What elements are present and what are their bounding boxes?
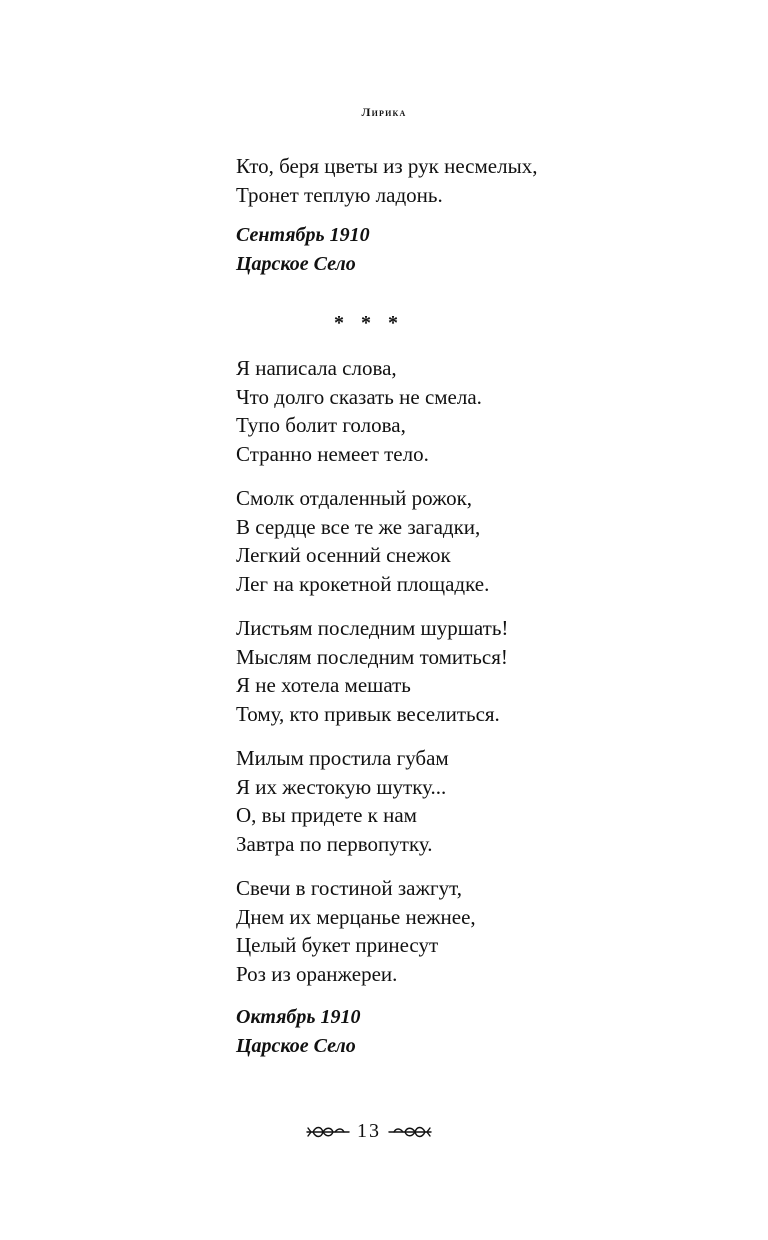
verse-line: Роз из оранжереи. (236, 961, 398, 986)
running-header: Лирика (361, 105, 407, 119)
poem-separator: * * * (334, 312, 404, 334)
previous-poem-signature (236, 221, 706, 278)
verse-line: Легкий осенний снежок (236, 543, 451, 567)
poem-date: Октябрь 1910 (236, 1006, 361, 1028)
page-number: 13 (357, 1120, 381, 1142)
verse-line: Тому, кто привык веселиться. (236, 701, 500, 726)
verse-line: Листьям последним шуршать! (236, 616, 509, 640)
verse-line: Милым простила губам (236, 746, 449, 770)
verse-line: В сердце все те же загадки, (236, 514, 481, 539)
poem-place: Царское Село (236, 1034, 356, 1057)
verse-line: Тронет теплую ладонь. (236, 182, 443, 207)
verse-line: Свечи в гостиной зажгут, (236, 876, 462, 900)
previous-poem-ending (236, 152, 706, 209)
ornament-flourish-left-icon (305, 1123, 351, 1141)
verse-line: Мыслям последним томиться! (236, 644, 508, 669)
poem-body (236, 354, 706, 988)
verse-line: Странно немеет тело. (236, 441, 429, 466)
poem-date: Сентябрь 1910 (236, 224, 370, 246)
verse-line: Завтра по первопутку. (236, 831, 433, 856)
verse-line: Я их жестокую шутку... (236, 774, 447, 799)
verse-line: Лег на крокетной площадке. (236, 571, 490, 596)
poem-signature (236, 1003, 706, 1060)
ornament-flourish-right-icon (387, 1123, 433, 1141)
stanza (236, 484, 706, 598)
verse-line: Смолк отдаленный рожок, (236, 486, 473, 510)
verse-line: Тупо болит голова, (236, 413, 406, 437)
verse-line: Целый букет принесут (236, 933, 439, 957)
verse-line: Днем их мерцанье нежнее, (236, 904, 476, 929)
verse-line: Кто, беря цветы из рук несмелых, (236, 154, 538, 178)
stanza (236, 874, 706, 988)
verse-line: Что долго сказать не смела. (236, 384, 482, 409)
stanza (236, 744, 706, 858)
verse-line: Я написала слова, (236, 356, 397, 380)
stanza (236, 354, 706, 468)
verse-line: Я не хотела мешать (236, 673, 411, 697)
poem-place: Царское Село (236, 252, 356, 275)
verse-line: О, вы придете к нам (236, 803, 417, 827)
page-footer (0, 1120, 738, 1143)
stanza (236, 614, 706, 728)
